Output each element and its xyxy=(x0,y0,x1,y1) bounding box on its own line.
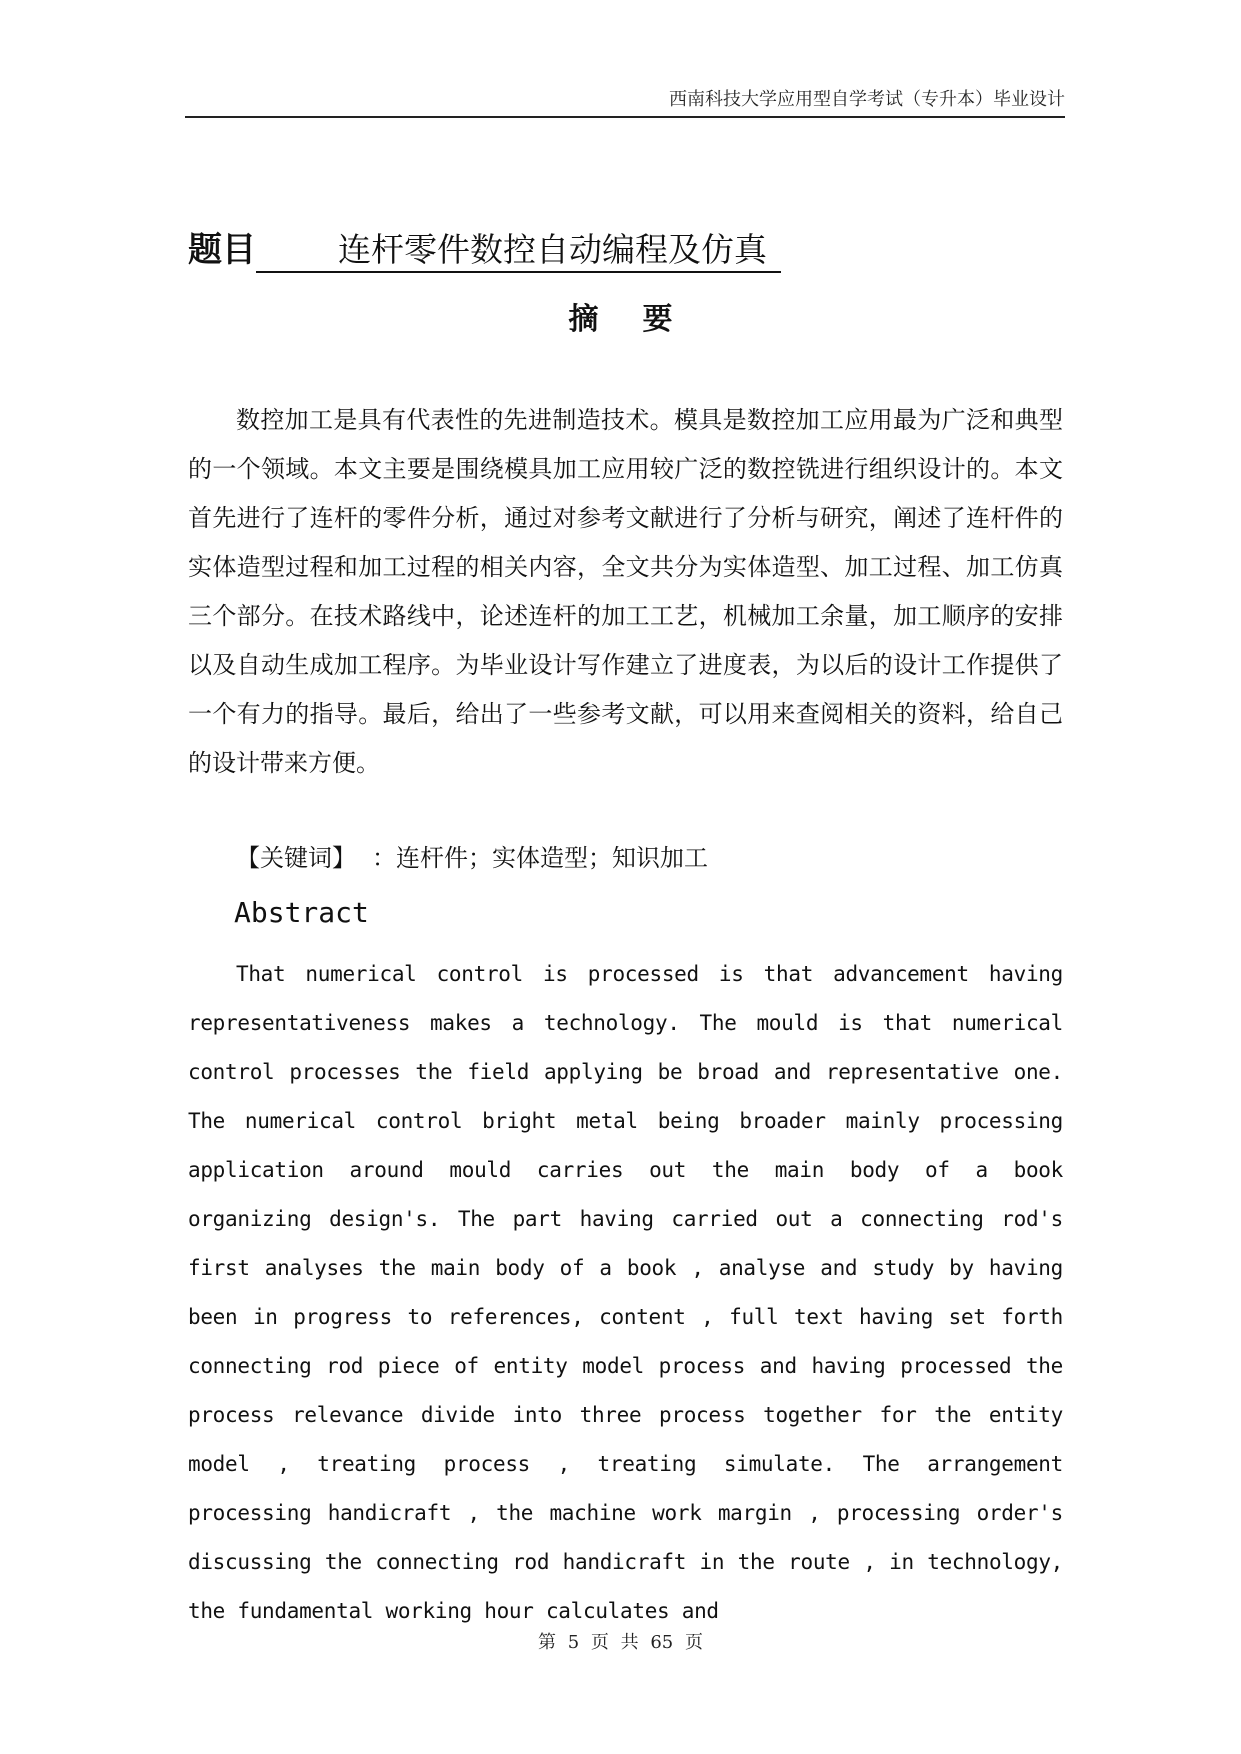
thesis-title xyxy=(188,222,781,272)
chinese-abstract-heading: 摘要 xyxy=(568,302,717,337)
english-abstract-body: That numerical control is processed is that advancement having representativeness makes a technology. The mould is that numerical control processes the field applying be broad and representative one. The numerical control bright metal being broader mainly processing application around mould carries out the main body of a book organizing design's. The part having carried out a connecting rod's first analyses the main body of a book , analyse and study by having been in progress to references, content , full text having set forth connecting rod piece of entity model process and having processed the process relevance divide into three process together for the entity model , treating process , treating simulate. The arrangement processing handicraft , the machine work margin , processing order's discussing the connecting rod handicraft in the route , in technology, the fundamental working hour calculates and xyxy=(188,962,1063,1623)
chinese-abstract-body: 数控加工是具有代表性的先进制造技术。模具是数控加工应用最为广泛和典型的一个领域。本文主要是围绕模具加工应用较广泛的数控铣进行组织设计的。本文首先进行了连杆的零件分析，通过对参考文献进行了分析与研究，阐述了连杆件的实体造型过程和加工过程的相关内容，全文共分为实体造型、加工过程、加工仿真三个部分。在技术路线中，论述连杆的加工工艺，机械加工余量，加工顺序的安排以及自动生成加工程序。为毕业设计写作建立了进度表，为以后的设计工作提供了一个有力的指导。最后，给出了一些参考文献，可以用来查阅相关的资料，给自己的设计带来方便。 xyxy=(188,406,1063,777)
keywords-values: ：连杆件；实体造型；知识加工 xyxy=(372,844,708,872)
title-label: 题目 xyxy=(188,230,256,270)
page-header: 西南科技大学应用型自学考试（专升本）毕业设计 xyxy=(185,84,1065,118)
keywords-label: 【关键词】 xyxy=(236,844,356,872)
page-footer: 第 5 页 共 65 页 xyxy=(538,1632,703,1653)
keywords-line xyxy=(236,840,708,876)
title-value: 连杆零件数控自动编程及仿真 xyxy=(256,224,781,273)
english-abstract-heading: Abstract xyxy=(234,896,369,929)
